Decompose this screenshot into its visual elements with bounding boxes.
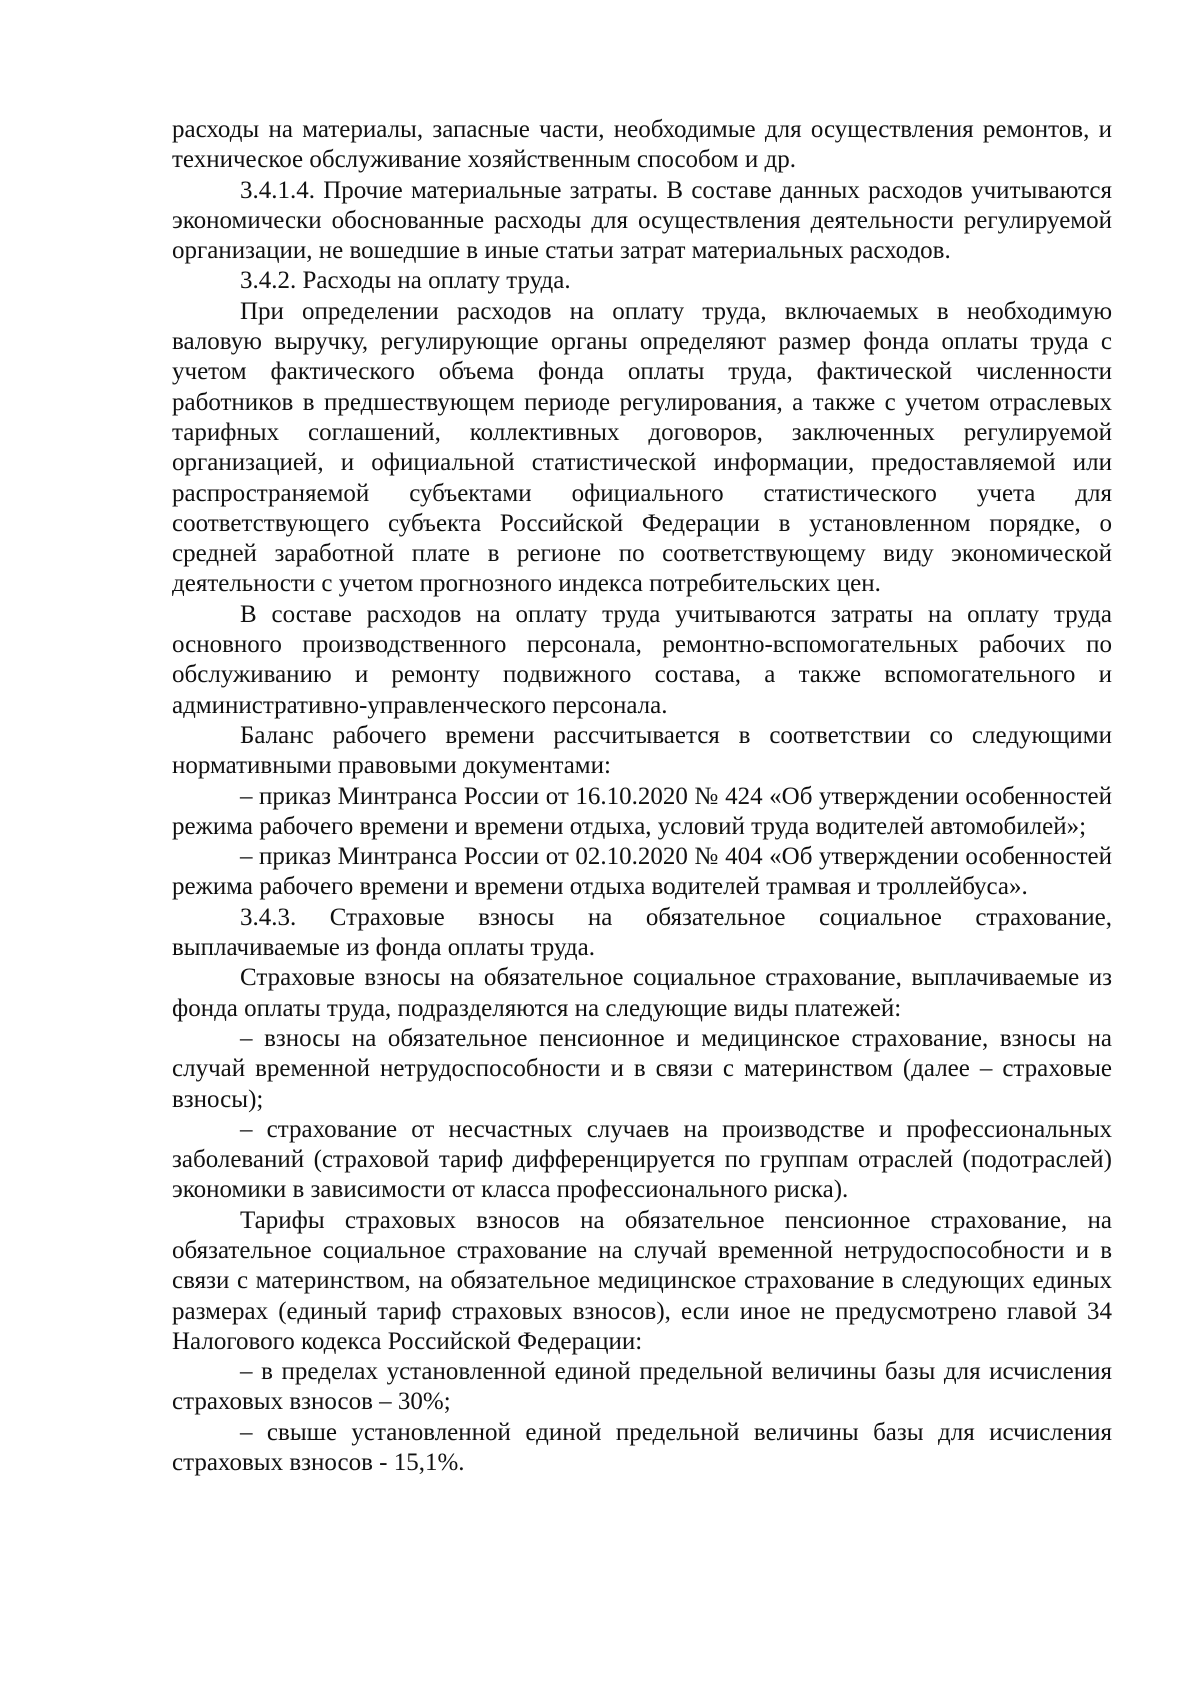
paragraph-work-time-balance: Баланс рабочего времени рассчитывается в соответствии со следующими нормативными правовыми документами:: [172, 721, 1112, 780]
list-item-above-limit-rate: – свыше установленной единой предельной величины базы для исчисления страховых взносов - 15,1%.: [172, 1418, 1112, 1477]
paragraph-labor-fund-determination: При определении расходов на оплату труда, включаемых в необходимую валовую выручку, регулирующие органы определяют размер фонда оплаты труда с учетом фактического объема фонда оплаты труда, фактической численности работников в предшествующем периоде регулирования, а также с учетом отраслевых тарифных соглашений, коллективных договоров, заключенных регулируемой организацией, и официальной статистической информации, предоставляемой или распространяемой субъектами официального статистического учета для соответствующего субъекта Российской Федерации в установленном порядке, о средней заработной плате в регионе по соответствующему виду экономической деятельности с учетом прогнозного индекса потребительских цен.: [172, 297, 1112, 598]
section-heading-labor-costs: 3.4.2. Расходы на оплату труда.: [240, 267, 571, 295]
paragraph-materials-expenses: расходы на материалы, запасные части, необходимые для осуществления ремонтов, и техническое обслуживание хозяйственным способом и др.: [172, 116, 1112, 174]
document-body: [172, 115, 1112, 1478]
paragraph-other-material-costs: 3.4.1.4. Прочие материальные затраты. В составе данных расходов учитываются экономически обоснованные расходы для осуществления деятельности регулируемой организации, не вошедшие в иные статьи затрат материальных расходов.: [172, 176, 1112, 265]
paragraph-insurance-payment-types: Страховые взносы на обязательное социальное страхование, выплачиваемые из фонда оплаты труда, подразделяются на следующие виды платежей:: [172, 964, 1112, 1022]
section-heading-insurance-contributions: 3.4.3. Страховые взносы на обязательное социальное страхование, выплачиваемые из фонда оплаты труда.: [172, 903, 1112, 962]
list-item-pension-medical: – взносы на обязательное пенсионное и медицинское страхование, взносы на случай временной нетрудоспособности и в связи с материнством (далее – страховые взносы);: [172, 1024, 1112, 1113]
list-item-order-424: – приказ Минтранса России от 16.10.2020 № 424 «Об утверждении особенностей режима рабочего времени и времени отдыха, условий труда водителей автомобилей»;: [172, 782, 1112, 840]
list-item-accident-insurance: – страхование от несчастных случаев на производстве и профессиональных заболеваний (страховой тариф дифференцируется по группам отраслей (подотраслей) экономики в зависимости от класса профессионального риска).: [172, 1115, 1112, 1204]
paragraph-insurance-tariffs: Тарифы страховых взносов на обязательное пенсионное страхование, на обязательное социальное страхование на случай временной нетрудоспособности и в связи с материнством, на обязательное медицинское страхование в следующих единых размерах (единый тариф страховых взносов), если иное не предусмотрено главой 34 Налогового кодекса Российской Федерации:: [172, 1206, 1112, 1355]
list-item-order-404: – приказ Минтранса России от 02.10.2020 № 404 «Об утверждении особенностей режима рабочего времени и времени отдыха водителей трамвая и троллейбуса».: [172, 843, 1112, 901]
paragraph-labor-cost-composition: В составе расходов на оплату труда учитываются затраты на оплату труда основного производственного персонала, ремонтно-вспомогательных рабочих по обслуживанию и ремонту подвижного состава, а также вспомогательного и административно-управленческого персонала.: [172, 600, 1112, 719]
list-item-within-limit-rate: – в пределах установленной единой предельной величины базы для исчисления страховых взносов – 30%;: [172, 1358, 1112, 1416]
